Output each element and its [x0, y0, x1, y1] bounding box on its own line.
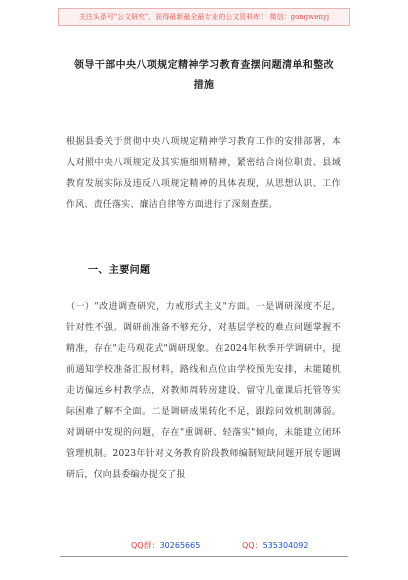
- qq-label: QQ：: [242, 541, 263, 550]
- qq-group-number: 30265665: [159, 541, 201, 550]
- footer-divider: [60, 556, 348, 557]
- item-1-paragraph: （一）"改进调查研究，力戒形式主义"方面。一是调研深度不足，针对性不强。调研前准备不够充分，对基层学校的难点问题掌握不精准，存在"走马观花式"调研现象。在2024年秋季开学调研中，提前通知学校准备汇报材料，路线和点位由学校预先安排，未能随机走访偏远乡村教学点，对教师周转房建设、留守儿童课后托管等实际困难了解不全面。二是调研成果转化不足，跟踪问效机制薄弱。对调研中发现的问题，存在"重调研、轻落实"倾向，未能建立闭环管理机制。2023年针对义务教育阶段教师编制短缺问题开展专题调研后，仅向县委编办提交了报: [66, 302, 341, 480]
- intro-paragraph: 根据县委关于贯彻中央八项规定精神学习教育工作的安排部署，本人对照中央八项规定及其实施细则精神，紧密结合岗位职责、县域教育发展实际及违反八项规定精神的具体表现，从思想认识、工作作风、责任落实、廉洁自律等方面进行了深刻查摆。: [66, 137, 341, 210]
- document-title-line-2: 措施: [193, 80, 215, 91]
- promo-banner: 关注头条号"公文研究"，获得最新最全最专业的公文资料库！ 微信：gongwenyj: [58, 8, 350, 26]
- qq-contact: [242, 540, 308, 551]
- qq-group-label: QQ群：: [131, 541, 160, 550]
- qq-number: 535304092: [262, 541, 309, 550]
- qq-group-contact: [131, 540, 200, 551]
- footer: [0, 540, 408, 554]
- document-title-line-1: 领导干部中央八项规定精神学习教育查摆问题清单和整改: [74, 60, 334, 71]
- section-heading: 一、主要问题: [88, 265, 151, 276]
